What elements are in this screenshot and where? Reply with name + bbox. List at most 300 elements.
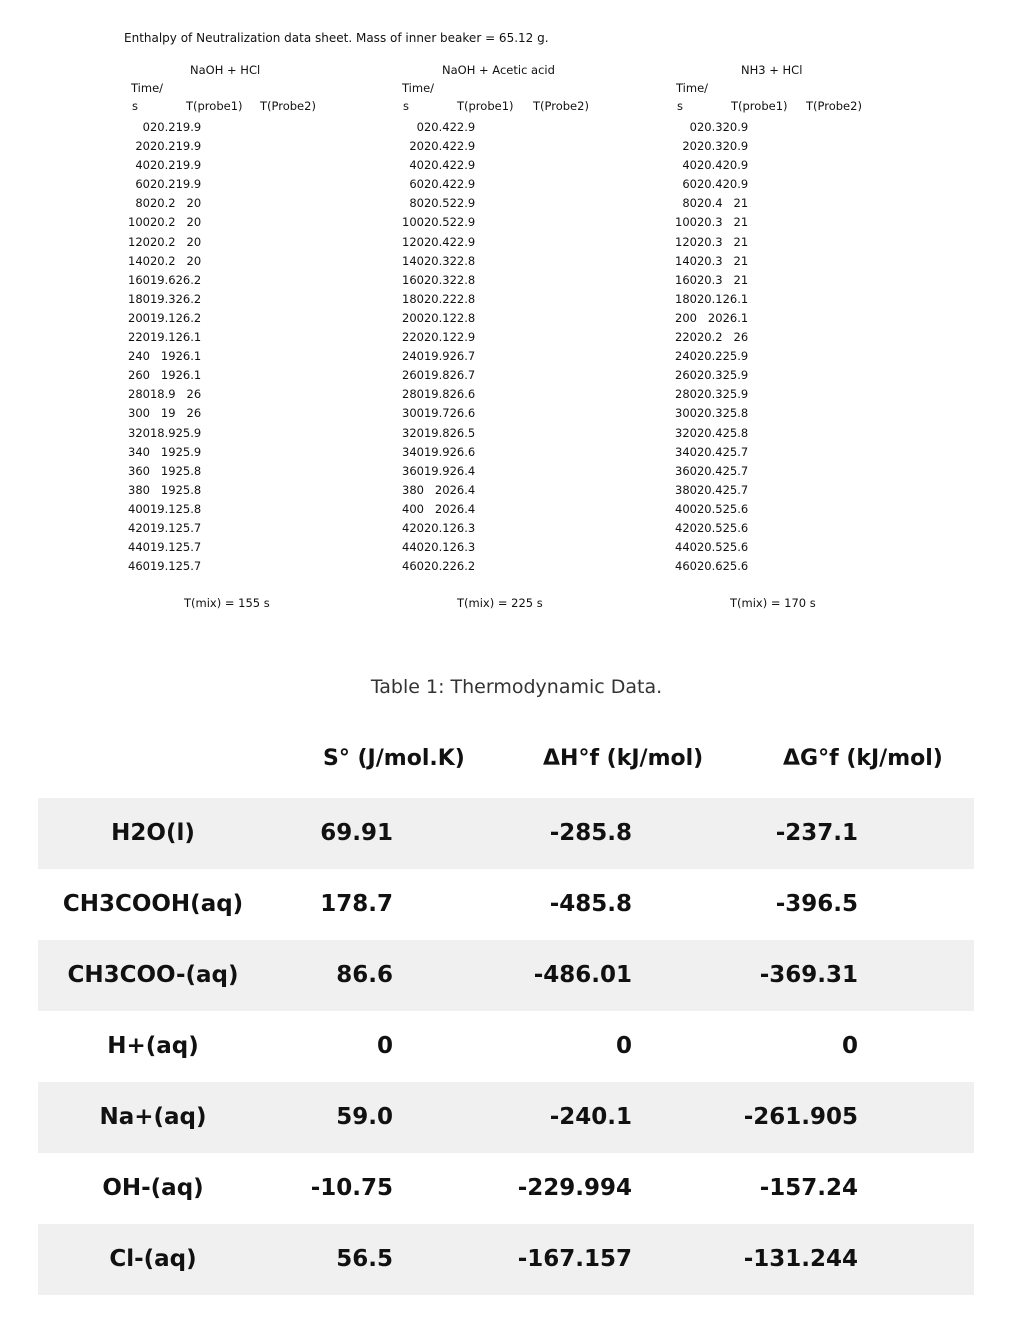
probe1-cell: 18.9 — [149, 425, 176, 440]
probe1-cell: 19 — [160, 444, 176, 459]
probe1-header: T(probe1) — [731, 99, 788, 113]
probe1-cell: 20.4 — [423, 177, 450, 192]
time-cell: 280 — [675, 387, 697, 402]
table-row — [128, 175, 201, 194]
time-cell: 20 — [135, 139, 150, 154]
probe2-cell: 19.9 — [175, 139, 202, 154]
enthalpy-cell: -486.01 — [533, 962, 632, 988]
data-table — [402, 118, 475, 576]
enthalpy-cell: -285.8 — [549, 820, 632, 846]
table-row — [128, 328, 201, 347]
probe2-cell: 22.9 — [449, 196, 476, 211]
probe1-cell: 20.3 — [696, 406, 723, 421]
probe2-cell: 26.7 — [449, 349, 476, 364]
time-cell: 400 — [402, 501, 424, 516]
probe2-cell: 25.7 — [722, 482, 749, 497]
time-cell: 420 — [675, 520, 697, 535]
table-row — [402, 424, 475, 443]
probe2-cell: 26.2 — [175, 310, 202, 325]
entropy-cell: 86.6 — [336, 962, 393, 988]
time-label: Time/ — [676, 81, 709, 95]
table-row — [402, 233, 475, 252]
probe2-cell: 22.9 — [449, 330, 476, 345]
time-cell: 0 — [142, 120, 150, 134]
probe2-cell: 22.8 — [449, 310, 476, 325]
probe1-cell: 20.1 — [423, 520, 450, 535]
gibbs-cell: -396.5 — [775, 891, 858, 917]
probe1-cell: 19.8 — [423, 368, 450, 383]
tmix-label: T(mix) = 155 s — [184, 596, 270, 610]
probe1-cell: 20.6 — [696, 559, 723, 574]
probe1-cell: 20.2 — [149, 196, 176, 211]
probe2-cell: 25.7 — [175, 520, 202, 535]
enthalpy-cell: -229.994 — [517, 1175, 632, 1201]
thermo-row — [38, 940, 974, 1011]
entropy-cell: 178.7 — [320, 891, 393, 917]
table-row — [128, 137, 201, 156]
table-row — [675, 233, 748, 252]
probe1-cell: 20.5 — [696, 520, 723, 535]
probe1-cell: 20.4 — [696, 196, 723, 211]
time-cell: 300 — [675, 406, 697, 421]
probe1-cell: 20.1 — [423, 310, 450, 325]
table-row — [128, 194, 201, 213]
table-row — [402, 519, 475, 538]
probe2-cell: 22.9 — [449, 139, 476, 154]
probe2-cell: 25.6 — [722, 520, 749, 535]
probe2-cell: 21 — [733, 253, 749, 268]
probe1-cell: 19 — [160, 463, 176, 478]
time-cell: 440 — [675, 540, 697, 555]
probe1-cell: 20.5 — [423, 215, 450, 230]
probe2-cell: 26.2 — [175, 291, 202, 306]
time-cell: 380 — [675, 482, 697, 497]
probe1-cell: 19.1 — [149, 501, 176, 516]
probe2-header: T(Probe2) — [806, 99, 862, 113]
probe2-cell: 25.6 — [722, 501, 749, 516]
table-row — [402, 194, 475, 213]
time-cell: 360 — [128, 463, 150, 478]
table-row — [128, 309, 201, 328]
table-row — [402, 404, 475, 423]
probe2-cell: 22.8 — [449, 253, 476, 268]
probe2-cell: 26.1 — [722, 310, 749, 325]
time-cell: 300 — [402, 406, 424, 421]
probe1-cell: 19.3 — [149, 291, 176, 306]
thermo-table — [38, 728, 974, 1295]
probe1-cell: 20.2 — [149, 177, 176, 192]
probe1-cell: 20.3 — [696, 120, 723, 134]
probe1-cell: 20.3 — [696, 234, 723, 249]
time-unit-label: s — [403, 99, 409, 113]
time-cell: 280 — [128, 387, 150, 402]
table-row — [675, 347, 748, 366]
table-row — [128, 519, 201, 538]
species-cell: Na+(aq) — [99, 1104, 207, 1130]
time-unit-label: s — [132, 99, 138, 113]
time-cell: 220 — [128, 330, 150, 345]
time-cell: 160 — [675, 272, 697, 287]
time-cell: 120 — [402, 234, 424, 249]
table-row — [675, 424, 748, 443]
time-cell: 320 — [675, 425, 697, 440]
species-cell: H+(aq) — [107, 1033, 199, 1059]
probe2-cell: 25.9 — [722, 387, 749, 402]
table-row — [402, 156, 475, 175]
probe2-cell: 22.9 — [449, 120, 476, 134]
table-row — [675, 137, 748, 156]
probe2-cell: 26.3 — [449, 520, 476, 535]
time-cell: 360 — [402, 463, 424, 478]
gibbs-cell: 0 — [841, 1033, 858, 1059]
time-cell: 320 — [128, 425, 150, 440]
time-cell: 420 — [128, 520, 150, 535]
time-cell: 140 — [128, 253, 150, 268]
time-cell: 240 — [402, 349, 424, 364]
time-cell: 100 — [675, 215, 697, 230]
probe2-cell: 26 — [186, 406, 202, 421]
probe2-cell: 20.9 — [722, 120, 749, 134]
table-row — [128, 404, 201, 423]
probe2-cell: 25.8 — [722, 406, 749, 421]
probe2-cell: 25.8 — [722, 425, 749, 440]
time-cell: 60 — [135, 177, 150, 192]
time-unit-label: s — [677, 99, 683, 113]
gibbs-cell: -131.244 — [743, 1246, 858, 1272]
sheet-title: Enthalpy of Neutralization data sheet. Mass of inner beaker = 65.12 g. — [124, 31, 549, 45]
enthalpy-cell: -167.157 — [517, 1246, 632, 1272]
table-row — [128, 347, 201, 366]
thermo-row — [38, 1082, 974, 1153]
table-row — [675, 366, 748, 385]
time-cell: 220 — [402, 330, 424, 345]
table-row — [675, 194, 748, 213]
table-row — [128, 156, 201, 175]
species-cell: CH3COO-(aq) — [67, 962, 239, 988]
time-cell: 100 — [128, 215, 150, 230]
probe2-cell: 26 — [733, 330, 749, 345]
time-cell: 40 — [682, 158, 697, 173]
probe1-cell: 20.4 — [696, 482, 723, 497]
probe2-cell: 25.7 — [175, 559, 202, 574]
table-row — [675, 557, 748, 576]
probe1-cell: 19.9 — [423, 349, 450, 364]
probe1-cell: 19 — [160, 349, 176, 364]
table-row — [675, 175, 748, 194]
time-cell: 380 — [402, 482, 424, 497]
probe2-cell: 26.4 — [449, 463, 476, 478]
probe2-cell: 20.9 — [722, 139, 749, 154]
time-cell: 220 — [675, 330, 697, 345]
probe1-cell: 20 — [434, 501, 450, 516]
probe2-cell: 25.7 — [722, 444, 749, 459]
set-name: NaOH + HCl — [190, 63, 261, 77]
probe1-cell: 20.4 — [696, 158, 723, 173]
probe2-cell: 26.5 — [449, 425, 476, 440]
probe1-cell: 20.5 — [696, 540, 723, 555]
time-cell: 340 — [128, 444, 150, 459]
table-row — [675, 213, 748, 232]
table-row — [675, 443, 748, 462]
probe2-cell: 26.1 — [175, 368, 202, 383]
probe2-cell: 26.2 — [449, 559, 476, 574]
tmix-label: T(mix) = 170 s — [730, 596, 816, 610]
table-row — [128, 424, 201, 443]
time-cell: 300 — [128, 406, 150, 421]
table-row — [402, 557, 475, 576]
time-cell: 180 — [402, 291, 424, 306]
enthalpy-cell: -240.1 — [549, 1104, 632, 1130]
enthalpy-cell: 0 — [615, 1033, 632, 1059]
gibbs-cell: -369.31 — [759, 962, 858, 988]
time-cell: 340 — [675, 444, 697, 459]
probe1-cell: 19.9 — [423, 463, 450, 478]
time-cell: 0 — [689, 120, 697, 134]
set-name: NH3 + HCl — [741, 63, 803, 77]
table-row — [402, 137, 475, 156]
probe2-cell: 21 — [733, 272, 749, 287]
table-row — [128, 462, 201, 481]
probe2-cell: 22.8 — [449, 291, 476, 306]
probe1-cell: 20.3 — [696, 368, 723, 383]
probe2-cell: 26.7 — [449, 368, 476, 383]
probe2-cell: 25.7 — [722, 463, 749, 478]
time-cell: 20 — [682, 139, 697, 154]
probe1-cell: 19.9 — [423, 444, 450, 459]
probe2-cell: 25.7 — [175, 540, 202, 555]
probe2-cell: 25.6 — [722, 559, 749, 574]
probe2-cell: 21 — [733, 196, 749, 211]
probe1-cell: 20.4 — [423, 234, 450, 249]
probe2-cell: 25.9 — [175, 444, 202, 459]
probe1-cell: 20.3 — [696, 387, 723, 402]
probe1-cell: 20.3 — [696, 272, 723, 287]
time-cell: 200 — [128, 310, 150, 325]
table-row — [128, 213, 201, 232]
time-cell: 400 — [675, 501, 697, 516]
time-cell: 340 — [402, 444, 424, 459]
probe1-header: T(probe1) — [457, 99, 514, 113]
time-cell: 240 — [128, 349, 150, 364]
probe1-cell: 20.2 — [423, 559, 450, 574]
table-row — [128, 443, 201, 462]
time-cell: 260 — [675, 368, 697, 383]
probe1-cell: 20.3 — [696, 253, 723, 268]
probe1-cell: 20.4 — [423, 158, 450, 173]
probe2-cell: 22.8 — [449, 272, 476, 287]
table-row — [675, 462, 748, 481]
probe2-cell: 21 — [733, 215, 749, 230]
probe1-cell: 20.4 — [696, 463, 723, 478]
table-row — [675, 252, 748, 271]
time-cell: 140 — [402, 253, 424, 268]
probe2-cell: 22.9 — [449, 177, 476, 192]
time-cell: 60 — [682, 177, 697, 192]
probe1-cell: 20.1 — [423, 540, 450, 555]
table-row — [402, 385, 475, 404]
probe2-cell: 26.6 — [449, 387, 476, 402]
probe1-cell: 19.1 — [149, 540, 176, 555]
header-enthalpy-text: ΔH°f (kJ/mol) — [543, 746, 704, 771]
table-row — [675, 290, 748, 309]
entropy-cell: 59.0 — [336, 1104, 393, 1130]
table-row — [128, 500, 201, 519]
table-row — [402, 271, 475, 290]
probe1-cell: 20.4 — [423, 120, 450, 134]
time-cell: 180 — [675, 291, 697, 306]
set-name: NaOH + Acetic acid — [442, 63, 555, 77]
species-cell: Cl-(aq) — [109, 1246, 197, 1272]
time-cell: 40 — [409, 158, 424, 173]
time-cell: 380 — [128, 482, 150, 497]
table-row — [675, 118, 748, 137]
probe2-cell: 26.1 — [175, 330, 202, 345]
table-row — [128, 233, 201, 252]
table-row — [128, 252, 201, 271]
table-row — [402, 309, 475, 328]
gibbs-cell: -261.905 — [743, 1104, 858, 1130]
probe1-cell: 20.2 — [149, 139, 176, 154]
probe1-cell: 20 — [707, 310, 723, 325]
header-gibbs-text: ΔG°f (kJ/mol) — [783, 746, 943, 771]
time-cell: 80 — [682, 196, 697, 211]
table-row — [675, 385, 748, 404]
probe1-cell: 19 — [160, 406, 176, 421]
time-cell: 320 — [402, 425, 424, 440]
table-row — [675, 404, 748, 423]
time-label: Time/ — [131, 81, 164, 95]
table-row — [402, 500, 475, 519]
thermo-row — [38, 1224, 974, 1295]
gibbs-cell: -157.24 — [759, 1175, 858, 1201]
probe2-cell: 25.8 — [175, 501, 202, 516]
probe1-cell: 20.3 — [423, 253, 450, 268]
probe1-cell: 19 — [160, 482, 176, 497]
time-cell: 360 — [675, 463, 697, 478]
entropy-cell: 69.91 — [320, 820, 393, 846]
probe2-cell: 26.6 — [449, 406, 476, 421]
probe2-cell: 22.9 — [449, 158, 476, 173]
probe1-cell: 20.1 — [696, 291, 723, 306]
table-row — [128, 290, 201, 309]
probe2-cell: 25.6 — [722, 540, 749, 555]
probe1-cell: 18.9 — [149, 387, 176, 402]
time-cell: 240 — [675, 349, 697, 364]
time-cell: 200 — [402, 310, 424, 325]
probe2-cell: 26 — [186, 387, 202, 402]
time-cell: 120 — [675, 234, 697, 249]
probe2-cell: 19.9 — [175, 158, 202, 173]
probe2-cell: 26.4 — [449, 501, 476, 516]
probe1-cell: 20.1 — [423, 330, 450, 345]
time-cell: 180 — [128, 291, 150, 306]
time-cell: 440 — [402, 540, 424, 555]
probe2-cell: 26.1 — [722, 291, 749, 306]
probe1-cell: 19 — [160, 368, 176, 383]
probe2-cell: 22.9 — [449, 234, 476, 249]
probe1-cell: 20.4 — [696, 177, 723, 192]
probe2-cell: 26.3 — [449, 540, 476, 555]
time-cell: 260 — [402, 368, 424, 383]
table-row — [128, 366, 201, 385]
probe1-cell: 20.2 — [149, 120, 176, 134]
table-row — [675, 538, 748, 557]
thermo-header-row — [38, 728, 974, 798]
time-cell: 440 — [128, 540, 150, 555]
header-enthalpy — [543, 746, 763, 771]
probe2-cell: 19.9 — [175, 177, 202, 192]
probe1-cell: 19.8 — [423, 425, 450, 440]
table-row — [402, 252, 475, 271]
time-cell: 260 — [128, 368, 150, 383]
probe1-cell: 19.7 — [423, 406, 450, 421]
table-row — [402, 443, 475, 462]
time-cell: 400 — [128, 501, 150, 516]
time-cell: 420 — [402, 520, 424, 535]
table-row — [402, 462, 475, 481]
probe1-cell: 19.1 — [149, 330, 176, 345]
probe1-cell: 20.4 — [696, 444, 723, 459]
time-cell: 40 — [135, 158, 150, 173]
probe1-cell: 19.6 — [149, 272, 176, 287]
data-table — [128, 118, 201, 576]
time-cell: 120 — [128, 234, 150, 249]
probe2-cell: 20 — [186, 253, 202, 268]
probe1-cell: 20.2 — [696, 349, 723, 364]
probe1-cell: 20.2 — [696, 330, 723, 345]
thermo-row — [38, 1011, 974, 1082]
probe1-cell: 20.3 — [696, 215, 723, 230]
time-cell: 280 — [402, 387, 424, 402]
probe1-header: T(probe1) — [186, 99, 243, 113]
probe1-cell: 20.4 — [423, 139, 450, 154]
table-row — [675, 271, 748, 290]
probe2-header: T(Probe2) — [260, 99, 316, 113]
probe1-cell: 20.2 — [149, 253, 176, 268]
probe1-cell: 19.1 — [149, 520, 176, 535]
time-cell: 200 — [675, 310, 697, 325]
data-table — [675, 118, 748, 576]
table-row — [128, 385, 201, 404]
probe1-cell: 20.2 — [149, 234, 176, 249]
table-row — [402, 366, 475, 385]
time-cell: 0 — [416, 120, 424, 134]
thermo-row — [38, 798, 974, 869]
table-row — [675, 519, 748, 538]
probe2-cell: 20 — [186, 234, 202, 249]
header-entropy — [323, 746, 473, 771]
probe1-cell: 20.2 — [149, 215, 176, 230]
table-row — [402, 328, 475, 347]
table-row — [675, 328, 748, 347]
table-row — [128, 538, 201, 557]
time-cell: 460 — [402, 559, 424, 574]
probe1-cell: 20.3 — [423, 272, 450, 287]
probe2-cell: 26.4 — [449, 482, 476, 497]
table-row — [128, 271, 201, 290]
entropy-cell: -10.75 — [310, 1175, 393, 1201]
probe2-cell: 20 — [186, 196, 202, 211]
table-row — [675, 481, 748, 500]
probe1-cell: 19.1 — [149, 310, 176, 325]
thermo-row — [38, 1153, 974, 1224]
table-row — [402, 118, 475, 137]
species-cell: CH3COOH(aq) — [62, 891, 244, 917]
probe1-cell: 19.8 — [423, 387, 450, 402]
species-cell: OH-(aq) — [102, 1175, 204, 1201]
probe2-cell: 20.9 — [722, 177, 749, 192]
probe1-cell: 20.5 — [423, 196, 450, 211]
